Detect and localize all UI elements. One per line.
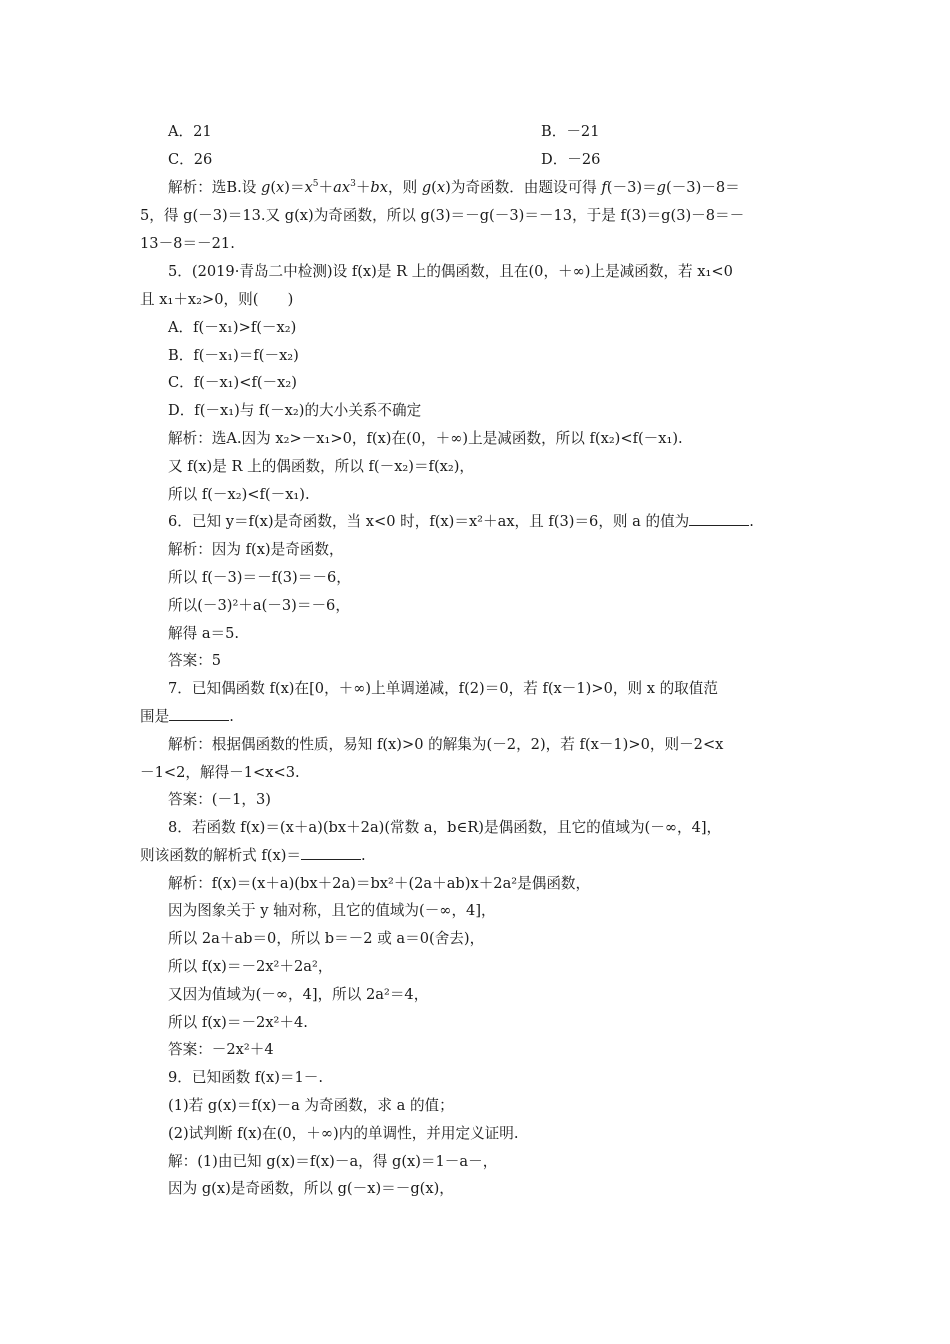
q8-solution-line-2: 因为图象关于 y 轴对称，且它的值域为(－∞，4]，: [168, 902, 496, 919]
q7-answer-blank: [169, 708, 229, 721]
q4-option-c: C．26: [168, 151, 213, 168]
q4-solution-line-3: 13－8＝－21.: [140, 235, 235, 252]
q6-solution-line-1: 解析：因为 f(x)是奇函数，: [168, 541, 344, 558]
q5-stem-line-2: 且 x₁＋x₂>0，则( ): [140, 291, 294, 308]
q8-answer-blank: [301, 847, 361, 860]
q8-solution-line-3: 所以 2a＋ab＝0，所以 b＝－2 或 a＝0(舍去)，: [168, 930, 485, 947]
q9-stem: 9．已知函数 f(x)＝1－.: [168, 1069, 324, 1086]
q6-answer: 答案：5: [168, 652, 222, 669]
q5-solution-line-2: 又 f(x)是 R 上的偶函数，所以 f(－x₂)＝f(x₂)，: [168, 458, 475, 475]
q4-option-b: B．－21: [541, 123, 600, 140]
q8-stem-line-2: 则该函数的解析式 f(x)＝ .: [140, 847, 366, 864]
q4-solution-line-1: 解析：选B.设 $g(x)=x^5+ax^3+bx$，则 g(x)为奇函数．由题设可得 f(－3)＝g(－3)－8＝: [168, 179, 740, 196]
q7-stem-line-1: 7．已知偶函数 f(x)在[0，＋∞)上单调递减，f(2)＝0，若 f(x－1)>0，则 x 的取值范: [168, 680, 718, 697]
q6-answer-blank: [689, 513, 749, 526]
q4-solution-line-2: 5，得 g(－3)＝13.又 g(x)为奇函数，所以 g(3)＝－g(－3)＝－13，于是 f(3)＝g(3)－8＝－: [140, 207, 745, 224]
q6-solution-line-3: 所以(－3)²＋a(－3)＝－6，: [168, 597, 350, 614]
q8-solution-line-4: 所以 f(x)＝－2x²＋2a²，: [168, 958, 333, 975]
q8-solution-line-1: 解析：f(x)＝(x＋a)(bx＋2a)＝bx²＋(2a＋ab)x＋2a²是偶函数，: [168, 875, 591, 892]
q6-stem: 6．已知 y＝f(x)是奇函数，当 x<0 时，f(x)＝x²＋ax，且 f(3)＝6，则 a 的值为 .: [168, 513, 754, 530]
q4-option-d: D．－26: [541, 151, 601, 168]
q5-option-b: B．f(－x₁)＝f(－x₂): [168, 347, 299, 364]
q9-solution-line-2: 因为 g(x)是奇函数，所以 g(－x)＝－g(x)，: [168, 1180, 454, 1197]
q5-option-d: D．f(－x₁)与 f(－x₂)的大小关系不确定: [168, 402, 422, 419]
q6-solution-line-2: 所以 f(－3)＝－f(3)＝－6，: [168, 569, 351, 586]
q5-solution-line-1: 解析：选A.因为 x₂>－x₁>0，f(x)在(0，＋∞)上是减函数，所以 f(x₂)<f(－x₁).: [168, 430, 683, 447]
q8-answer: 答案：－2x²＋4: [168, 1041, 274, 1058]
q4-option-a: A．21: [168, 123, 212, 140]
q8-solution-line-6: 所以 f(x)＝－2x²＋4.: [168, 1014, 308, 1031]
q9-part-1: (1)若 g(x)＝f(x)－a 为奇函数，求 a 的值；: [168, 1097, 454, 1114]
q9-solution-line-1: 解：(1)由已知 g(x)＝f(x)－a，得 g(x)＝1－a－，: [168, 1153, 498, 1170]
q7-answer: 答案：(－1，3): [168, 791, 271, 808]
q8-solution-line-5: 又因为值域为(－∞，4]，所以 2a²＝4，: [168, 986, 429, 1003]
q5-stem-line-1: 5．(2019·青岛二中检测)设 f(x)是 R 上的偶函数，且在(0，＋∞)上是减函数，若 x₁<0: [168, 263, 733, 280]
q6-solution-line-4: 解得 a＝5.: [168, 625, 240, 642]
q7-stem-line-2: 围是 .: [140, 708, 234, 725]
q5-solution-line-3: 所以 f(－x₂)<f(－x₁).: [168, 486, 310, 503]
q7-solution-line-2: －1<2，解得－1<x<3.: [140, 764, 300, 781]
q9-part-2: (2)试判断 f(x)在(0，＋∞)内的单调性，并用定义证明.: [168, 1125, 519, 1142]
q5-option-c: C．f(－x₁)<f(－x₂): [168, 374, 297, 391]
q8-stem-line-1: 8．若函数 f(x)＝(x＋a)(bx＋2a)(常数 a，b∈R)是偶函数，且它的值域为(－∞，4]，: [168, 819, 722, 836]
q7-solution-line-1: 解析：根据偶函数的性质，易知 f(x)>0 的解集为(－2，2)，若 f(x－1)>0，则－2<x: [168, 736, 724, 753]
q5-option-a: A．f(－x₁)>f(－x₂): [168, 319, 297, 336]
